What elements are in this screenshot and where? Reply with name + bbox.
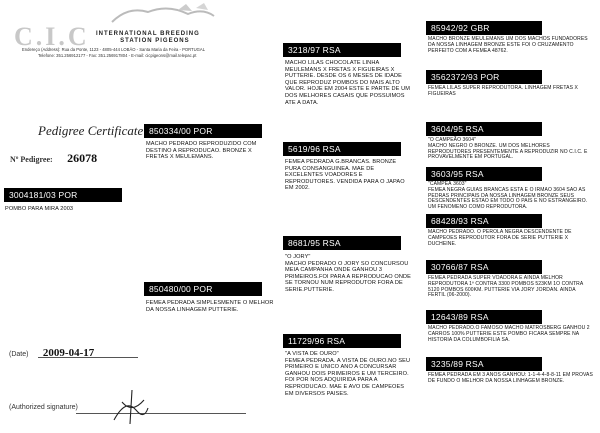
sire-ring: 850334/00 POR xyxy=(144,124,262,138)
subject-ring: 3004181/03 POR xyxy=(4,188,122,202)
contacts: Telefone: 351.256912177 - Fax: 351.256917804 - E-mail: cicpigeons@mail.telepac.pt xyxy=(38,53,197,58)
great-grandparent-nickname: "CAMPEÃ 3603" xyxy=(428,181,467,187)
great-grandparent-description xyxy=(428,37,594,54)
grandparent-description xyxy=(285,60,411,106)
great-grandparent-ring: 3604/95 RSA xyxy=(426,122,542,136)
great-grandparent-description xyxy=(428,276,594,299)
great-grandparent-description-text: MACHO BRONZE MEULEMANS UM DOS MACHOS FUNDADORES DA NOSSA LINHAGEM BRONZE ESTE FOI O CRUZAMENTO PERFEITO COM A FEMEA 48762. xyxy=(428,36,588,54)
logo-letters: C.I.C xyxy=(14,22,90,51)
great-grandparent-description-text: FEMEA PEDRADA SUPER VOADORA E AINDA MELHOR REPRODUTORA 1º CONTRA 3300 POMBOS 523KM 1O CONTRA 5120 POMBOS 600KM. PUTTERIE VIA JORY JORDAN. AINDA FERTIL (06-2000). xyxy=(428,275,584,299)
date-label: (Date) xyxy=(9,351,29,358)
dam-ring: 850480/00 POR xyxy=(144,282,262,296)
great-grandparent-description xyxy=(428,182,594,211)
great-grandparent-description-text: MACHO NEGRO O BRONZE. UM DOS MELHORES REPRODUTORES PRESENTEMENTE A REPRODUZIR NO C.I.C. E PROVAVELMENTE EM PORTUGAL. xyxy=(428,142,588,161)
great-grandparent-description xyxy=(428,326,594,343)
grandparent-description-text: FEMEA PEDRADA. A VISTA DE OURO.NO SEU PRIMEIRO E UNICO ANO A CONCURSAR GANHOU DOIS PRIMEIROS E UM TERCEIRO. FOI POR NOS ADQUIRIDA PARA A REPRODUCAO. MAE E AVO DE CAMPEOES EM DIVERSOS PAISES. xyxy=(285,357,411,397)
org-name xyxy=(96,31,200,45)
grandparent-description xyxy=(285,159,411,192)
address: Endereço (Address): Rua da Ponte, 1123 - 4805-444 LOBÃO - Santa Maria da Feira - PORTUGAL xyxy=(22,47,206,52)
great-grandparent-description-text: FEMEA NEGRA GUIAS BRANCAS ESTA E O IRMAO 3604 SAO AS PEDRAS PRINCIPAIS DA NOSSA LINHAGEM BRONZE SEUS DESCENDENTES ESTAO EM TODO O PAIS E NO ESTRANGEIRO. UM FENOMENO COMO REPRODUTORA. xyxy=(428,186,588,211)
pedigree-number: 26078 xyxy=(67,151,98,165)
header xyxy=(0,0,270,60)
pedigree-label: Nº Pedigree: xyxy=(10,155,53,164)
subject-description: POMBO PARA MIRA 2003 xyxy=(5,206,74,212)
grandparent-description-text: MACHO LILAS CHOCOLATE LINHA MEULEMANS X FRETAS X FIGUEIRAS X PUTTERIE. DESDE OS 6 MESES DE IDADE QUE REPRODUZ POMBOS DO MAIS ALTO VALOR. HOJE EM 2004 ESTE E PARTE DE UM DOS MELHORES CASAIS QUE POSSUIMOS ATE A DATA. xyxy=(285,60,411,106)
great-grandparent-description-text: FEMEA PEDRADA EM 3 ANOS GANHOU: 1-1-4-4-8-8-11 EM PROVAS DE FUNDO O MELHOR DA NOSSA LINHAGEM BRONZE. xyxy=(428,372,593,384)
great-grandparent-nickname: "O CAMPEÃO 3604" xyxy=(428,137,476,143)
org-name-line-2: STATION PIGEONS xyxy=(120,38,190,44)
great-grandparent-ring: 85942/92 GBR xyxy=(426,21,542,35)
date-row xyxy=(9,343,94,361)
dam-description: FEMEA PEDRADA SIMPLESMENTE O MELHOR DA NOSSA LINHAGEM PUTTERIE. xyxy=(146,300,274,313)
sire-description: MACHO PEDRADO REPRODUZIDO COM DESTINO A REPRODUCAO. BRONZE X FRETAS X MEULEMANS. xyxy=(146,141,257,161)
grandparent-ring: 8681/95 RSA xyxy=(283,236,401,250)
great-grandparent-description xyxy=(428,230,594,247)
great-grandparent-ring: 68428/93 RSA xyxy=(426,214,542,228)
date-value: 2009-04-17 xyxy=(42,347,95,359)
grandparent-description-text: FEMEA PEDRADA G.BRANCAS. BRONZE PURA CONSANGUINEA. MAE DE EXCELENTES VOADORES E REPRODUTORES. VENDIDA PARA O JAPAO EM 2002. xyxy=(285,159,405,192)
grandparent-description xyxy=(285,254,413,294)
great-grandparent-description xyxy=(428,138,594,161)
great-grandparent-description xyxy=(428,86,594,98)
great-grandparent-description-text: MACHO PEDRADO. O PEROLA NEGRA DESCENDENTE DE CAMPEOES REPRODUTOR FORA DE SERIE PUTTERIE X DUCHEINE. xyxy=(428,229,572,247)
great-grandparent-ring: 12643/89 RSA xyxy=(426,310,542,324)
signature-line xyxy=(76,413,246,414)
great-grandparent-description xyxy=(428,373,594,385)
pedigree-number-row xyxy=(10,149,97,167)
grandparent-ring: 11729/96 RSA xyxy=(283,334,401,348)
grandparent-ring: 5619/96 RSA xyxy=(283,142,401,156)
certificate-title: Pedigree Certificate xyxy=(38,123,144,138)
great-grandparent-ring: 30766/87 RSA xyxy=(426,260,542,274)
great-grandparent-ring: 3603/95 RSA xyxy=(426,167,542,181)
grandparent-description xyxy=(285,351,411,397)
grandparent-nickname: "A VISTA DE OURO" xyxy=(285,351,339,357)
grandparent-description-text: MACHO PEDRADO O JORY SO CONCURSOU MEIA CAMPANHA ONDE GANHOU 3 PRIMEIROS.FOI PARA A REPRODUCAO ONDE SE TORNOU NUM REPRODUTOR FORA DE SERIE.PUTTERIE. xyxy=(285,260,411,293)
great-grandparent-ring: 3235/89 RSA xyxy=(426,357,542,371)
pigeon-logo-icon xyxy=(108,2,218,28)
signature-scribble xyxy=(110,388,152,428)
great-grandparent-description-text: MACHO PEDRADO.O FAMOSO MACHO MATROSBERG GANHOU 2 CARROS 100% PUTTERIE ESTE POMBO FICARA SEMPRE NA HISTORIA DA COLUMBOFILIA SA. xyxy=(428,325,590,343)
grandparent-nickname: "O JORY" xyxy=(285,254,311,260)
signature-label: (Authorized signature) xyxy=(9,404,78,411)
great-grandparent-ring: 3562372/93 POR xyxy=(426,70,542,84)
great-grandparent-description-text: FEMEA LILAS SUPER REPRODUTORA. LINHAGEM FRETAS X FIGUEIRAS xyxy=(428,85,578,97)
grandparent-ring: 3218/97 RSA xyxy=(283,43,401,57)
date-underline xyxy=(38,357,138,358)
org-name-line-1: INTERNATIONAL BREEDING xyxy=(96,31,200,37)
